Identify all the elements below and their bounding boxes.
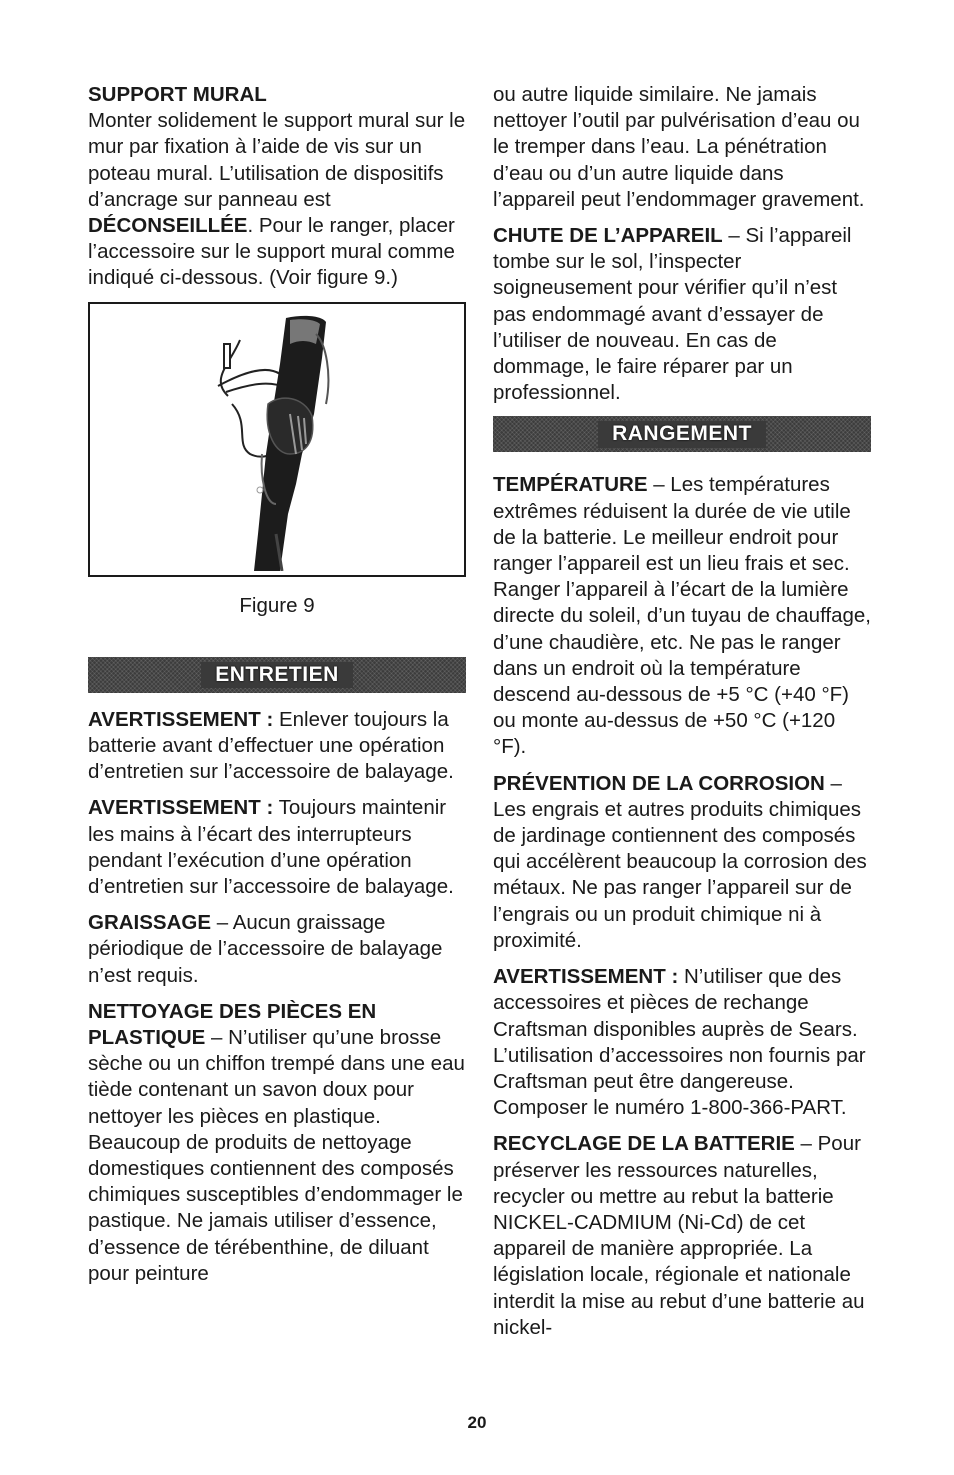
recyclage-lead: RECYCLAGE DE LA BATTERIE — [493, 1132, 795, 1156]
page-number: 20 — [467, 1413, 487, 1432]
support-text-a: Monter solidement le support mural sur le mur par fixation à l’aide de vis sur un poteau mural. L’utilisation de dispositifs d’ancrage sur panneau est — [88, 109, 466, 211]
chute-text: – Si l’appareil tombe sur le sol, l’inspecter soigneusement pour vérifier qu’il n’est pas endommagé avant d’essayer de l’utiliser de nouveau. En cas de dommage, le faire réparer par un professionnel. — [493, 224, 852, 405]
liquide-paragraph: ou autre liquide similaire. Ne jamais nettoyer l’outil par pulvérisation d’eau ou le tremper dans l’eau. La pénétration d’eau ou d’un autre liquide dans l’appareil peut l’endommager gravement. — [493, 83, 865, 211]
left-column — [88, 82, 466, 1297]
temperature-lead: TEMPÉRATURE — [493, 473, 648, 497]
wall-mount-illustration — [90, 304, 464, 571]
chute-paragraph — [493, 223, 871, 406]
nettoyage-paragraph — [88, 999, 466, 1287]
support-text-b: . Pour le ranger, placer l’accessoire sur le support mural comme indiqué ci-dessous. (Voir figure 9.) — [88, 214, 455, 290]
right-column — [493, 82, 871, 1351]
accessoires-lead: AVERTISSEMENT : — [493, 965, 679, 989]
figure-9-caption: Figure 9 — [239, 593, 315, 617]
warning-1-text: Enlever toujours la batterie avant d’effectuer une opération d’entretien sur l’accessoire de balayage. — [88, 707, 454, 784]
graissage-lead: GRAISSAGE — [88, 911, 212, 935]
chute-lead: CHUTE DE L’APPAREIL — [493, 224, 723, 248]
warning-2-text: Toujours maintenir les mains à l’écart des interrupteurs pendant l’exécution d’une opération d’entretien sur l’accessoire de balayage. — [88, 796, 454, 899]
corrosion-lead: PRÉVENTION DE LA CORROSION — [493, 771, 825, 795]
support-mural-heading: SUPPORT MURAL — [88, 83, 267, 106]
warning-1-lead: AVERTISSEMENT : — [88, 707, 274, 731]
entretien-banner — [88, 657, 466, 693]
accessoires-warning — [493, 964, 871, 1121]
corrosion-paragraph — [493, 771, 871, 954]
recyclage-paragraph — [493, 1131, 871, 1341]
entretien-banner-label: ENTRETIEN — [201, 662, 353, 688]
nettoyage-lead: NETTOYAGE DES PIÈCES EN PLASTIQUE — [88, 999, 377, 1050]
corrosion-text: – Les engrais et autres produits chimiques de jardinage contiennent des composés qui accélèrent beaucoup la corrosion des métaux. Ne pas ranger l’appareil sur de l’engrais ou un produit chimique ni à proximité. — [493, 771, 867, 952]
figure-9-frame — [88, 302, 466, 577]
rangement-banner-label: RANGEMENT — [598, 421, 766, 447]
graissage-paragraph — [88, 910, 466, 989]
recyclage-text: – Pour préserver les ressources naturelles, recycler ou mettre au rebut la batterie NICKEL-CADMIUM (Ni-Cd) de cet appareil de manière appropriée. La législation locale, régionale et nationale interdit la mise au rebut d’une batterie au nickel- — [493, 1132, 865, 1339]
accessoires-text: N’utiliser que des accessoires et pièces de rechange Craftsman disponibles auprès de Sears. L’utilisation d’accessoires non fournis par Craftsman peut être dangereuse. Composer le numéro 1-800-366-PART. — [493, 965, 866, 1120]
temperature-paragraph — [493, 472, 871, 760]
warning-2-lead: AVERTISSEMENT : — [88, 796, 274, 820]
graissage-text: – Aucun graissage périodique de l’accessoire de balayage n’est requis. — [88, 911, 443, 987]
entretien-warning-1 — [88, 707, 466, 786]
support-mural-paragraph — [88, 108, 466, 291]
deconseillee-emphasis: DÉCONSEILLÉE — [88, 214, 248, 238]
entretien-warning-2 — [88, 795, 466, 900]
rangement-banner — [493, 416, 871, 452]
nettoyage-text: – N’utiliser qu’une brosse sèche ou un chiffon trempé dans une eau tiède contenant un savon doux pour nettoyer les pièces en plastique. Beaucoup de produits de nettoyage domestiques contiennent des composés chimiques susceptibles d’endommager le pastique. Ne jamais utiliser d’essence, d’essence de térébenthine, de diluant pour peinture — [88, 1026, 465, 1285]
temperature-text: – Les températures extrêmes réduisent la durée de vie utile de la batterie. Le meilleur endroit pour ranger l’appareil est un lieu frais et sec. Ranger l’appareil à l’écart de la lumière directe du soleil, d’un tuyau de chauffage, d’une chaudière, etc. Ne pas le ranger dans un endroit où la température descend au-dessous de +5 °C (+40 °F) ou monte au-dessus de +50 °C (+120 °F). — [493, 473, 871, 759]
